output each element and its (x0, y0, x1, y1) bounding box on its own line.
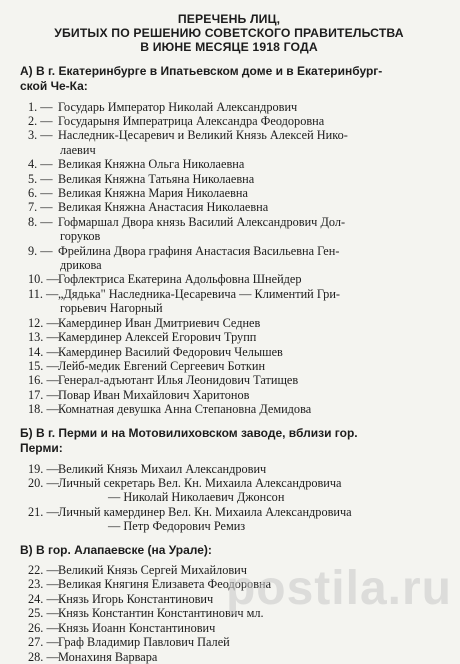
item-line: Комнатная девушка Анна Степановна Демидова (58, 402, 312, 417)
item-line: Личный секретарь Вел. Кн. Михаила Александровича (58, 475, 342, 490)
item-text (58, 345, 438, 359)
list-item (20, 200, 438, 214)
item-line: Великая Княжна Татьяна Николаевна (58, 171, 255, 186)
item-number: 15. — (28, 358, 59, 373)
section-heading-line: ской Че-Ка: (20, 79, 88, 94)
item-number: 8. — (28, 214, 53, 229)
section-heading (20, 543, 438, 559)
item-line: горьевич Нагорный (60, 301, 163, 316)
document-title (20, 12, 438, 55)
list-item (20, 114, 438, 128)
list-item (20, 635, 438, 649)
list-item (20, 388, 438, 402)
item-number: 22. — (28, 563, 59, 578)
title-line-2: УБИТЫХ ПО РЕШЕНИЮ СОВЕТСКОГО ПРАВИТЕЛЬСТВА (54, 26, 404, 41)
item-number: 17. — (28, 387, 59, 402)
item-number: 4. — (28, 157, 53, 172)
item-text (58, 200, 438, 214)
item-text (58, 505, 438, 534)
item-text (58, 388, 438, 402)
list-item (20, 287, 438, 316)
item-line: Наследник-Цесаревич и Великий Князь Алексей Нико- (58, 128, 348, 143)
list-item (20, 330, 438, 344)
item-line: Князь Константин Константинович мл. (58, 606, 264, 621)
item-line: Великая Княжна Мария Николаевна (58, 186, 248, 201)
item-number: 7. — (28, 200, 53, 215)
item-number: 9. — (28, 243, 53, 258)
item-line: Повар Иван Михайлович Харитонов (58, 387, 250, 402)
item-text (58, 330, 438, 344)
item-number: 11. — (28, 286, 59, 301)
item-number: 10. — (28, 272, 59, 287)
item-line: Государыня Императрица Александра Феодоровна (58, 114, 325, 129)
item-text (58, 186, 438, 200)
item-text (58, 476, 438, 505)
section-heading (20, 64, 438, 95)
list-item (20, 128, 438, 157)
item-number: 14. — (28, 344, 59, 359)
item-number: 27. — (28, 635, 59, 650)
item-line: Князь Иоанн Константинович (58, 620, 216, 635)
section-heading-line: Перми: (20, 441, 63, 456)
item-text (58, 402, 438, 416)
item-number: 13. — (28, 330, 59, 345)
list-item (20, 316, 438, 330)
item-line: „Дядька" Наследника-Цесаревича — Климентий Гри- (58, 286, 340, 301)
item-line: Камердинер Василий Федорович Челышев (58, 344, 283, 359)
item-text (58, 128, 438, 157)
item-line: дрикова (60, 258, 102, 273)
section-heading (20, 426, 438, 457)
list-item (20, 172, 438, 186)
item-line: Великий Князь Сергей Михайлович (58, 563, 247, 578)
item-line: Генерал-адъютант Илья Леонидович Татищев (58, 373, 299, 388)
item-text (58, 462, 438, 476)
item-line: Камердинер Иван Дмитриевич Седнев (58, 315, 261, 330)
list-item (20, 462, 438, 476)
item-number: 12. — (28, 315, 59, 330)
list-item (20, 373, 438, 387)
item-line: Камердинер Алексей Егорович Трупп (58, 330, 257, 345)
item-number: 5. — (28, 171, 53, 186)
item-number: 21. — (28, 504, 59, 519)
item-text (58, 359, 438, 373)
victim-list (20, 100, 438, 417)
item-line: Государь Император Николай Александрович (58, 99, 298, 114)
item-number: 16. — (28, 373, 59, 388)
item-text (58, 272, 438, 286)
item-number: 2. — (28, 114, 53, 129)
list-item (20, 100, 438, 114)
item-line: Гофлектриса Екатерина Адольфовна Шнейдер (58, 272, 302, 287)
item-text (58, 100, 438, 114)
item-line: — Петр Федорович Ремиз (108, 519, 246, 534)
item-line: Личный камердинер Вел. Кн. Михаила Александровича (58, 504, 352, 519)
item-text (58, 287, 438, 316)
item-line: Великая Княжна Анастасия Николаевна (58, 200, 269, 215)
item-line: Монахиня Варвара (58, 649, 158, 664)
item-line: Фрейлина Двора графиня Анастасия Васильевна Ген- (58, 243, 340, 258)
section-heading-line: В) В гор. Алапаевске (на Урале): (20, 542, 212, 557)
item-line: Гофмаршал Двора князь Василий Александрович Дол- (58, 214, 346, 229)
list-item (20, 186, 438, 200)
list-item (20, 505, 438, 534)
item-number: 25. — (28, 606, 59, 621)
section-heading-line: А) В г. Екатеринбурге в Ипатьевском доме и в Екатеринбург- (20, 63, 383, 78)
title-line-1: ПЕРЕЧЕНЬ ЛИЦ, (177, 12, 281, 26)
list-item (20, 621, 438, 635)
watermark: postila.ru (225, 562, 452, 615)
item-text (58, 215, 438, 244)
item-text (58, 373, 438, 387)
item-number: 23. — (28, 577, 59, 592)
item-number: 26. — (28, 620, 59, 635)
item-text (58, 114, 438, 128)
item-line: Великий Князь Михаил Александрович (58, 461, 267, 476)
item-number: 24. — (28, 591, 59, 606)
item-text (58, 621, 438, 635)
section-b (20, 426, 438, 534)
item-text (58, 157, 438, 171)
list-item (20, 157, 438, 171)
item-line: Лейб-медик Евгений Сергеевич Боткин (58, 358, 266, 373)
item-line: Великая Княжна Ольга Николаевна (58, 157, 245, 172)
item-line: Князь Игорь Константинович (58, 591, 214, 606)
item-number: 6. — (28, 186, 53, 201)
item-number: 28. — (28, 649, 59, 664)
list-item (20, 359, 438, 373)
item-line: Великая Княгиня Елизавета Феодоровна (58, 577, 272, 592)
list-item (20, 215, 438, 244)
list-item (20, 402, 438, 416)
section-a (20, 64, 438, 417)
item-number: 1. — (28, 99, 53, 114)
item-text (58, 635, 438, 649)
list-item (20, 476, 438, 505)
section-heading-line: Б) В г. Перми и на Мотовилиховском заводе, вблизи гор. (20, 425, 358, 440)
item-text (58, 172, 438, 186)
victim-list (20, 462, 438, 534)
list-item (20, 272, 438, 286)
title-line-3: В ИЮНЕ МЕСЯЦЕ 1918 ГОДА (140, 40, 318, 55)
item-text (58, 316, 438, 330)
item-number: 3. — (28, 128, 53, 143)
item-line: Граф Владимир Павлович Палей (58, 635, 230, 650)
item-line: — Николай Николаевич Джонсон (108, 490, 285, 505)
item-number: 18. — (28, 402, 59, 417)
item-number: 19. — (28, 461, 59, 476)
list-item (20, 244, 438, 273)
item-line: лаевич (60, 142, 96, 157)
item-line: горуков (60, 229, 101, 244)
list-item (20, 345, 438, 359)
item-text (58, 244, 438, 273)
item-number: 20. — (28, 475, 59, 490)
